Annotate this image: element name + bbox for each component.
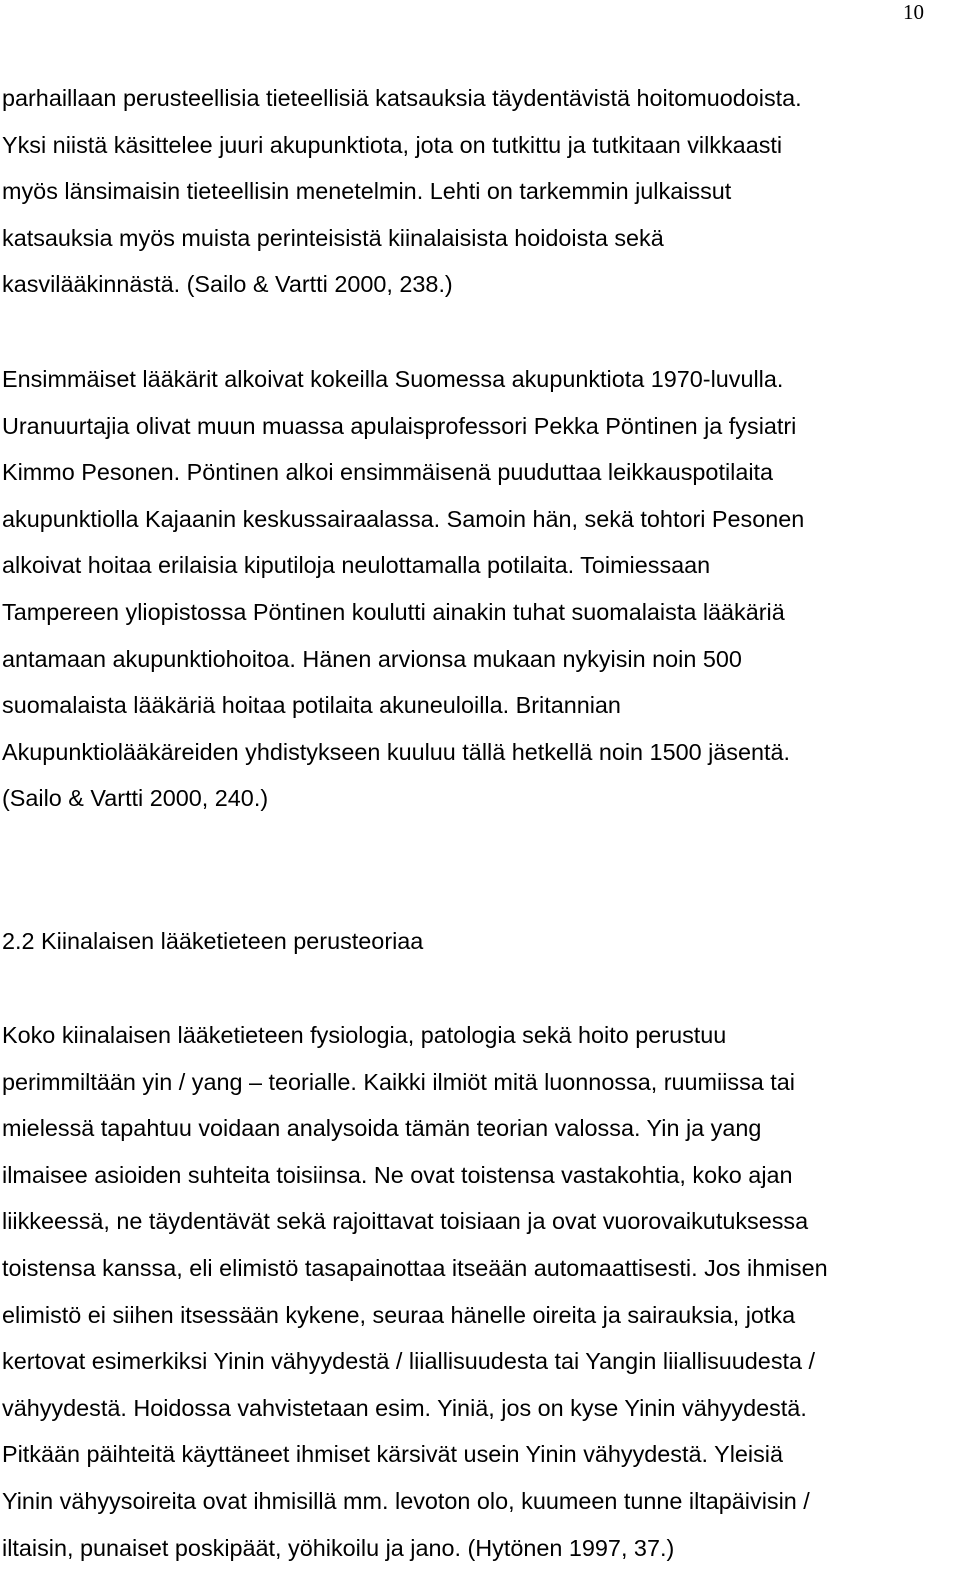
text-line: Tampereen yliopistossa Pöntinen koulutti ainakin tuhat suomalaista lääkäriä — [2, 598, 785, 625]
page-number: 10 — [903, 0, 924, 24]
section-heading — [2, 918, 958, 965]
text-line: akupunktiolla Kajaanin keskussairaalassa. Samoin hän, sekä tohtori Pesonen — [2, 505, 805, 532]
text-line: Pitkään päihteitä käyttäneet ihmiset kärsivät usein Yinin vähyydestä. Yleisiä — [2, 1441, 783, 1468]
text-line: elimistö ei siihen itsessään kykene, seuraa hänelle oireita ja sairauksia, jotka — [2, 1301, 796, 1328]
text-line: parhaillaan perusteellisia tieteellisiä katsauksia täydentävistä hoitomuodoista. — [2, 85, 802, 111]
text-line: (Sailo & Vartti 2000, 240.) — [2, 785, 269, 812]
text-line: ilmaisee asioiden suhteita toisiinsa. Ne ovat toistensa vastakohtia, koko ajan — [2, 1161, 793, 1188]
text-line: myös länsimaisin tieteellisin menetelmin. Lehti on tarkemmin julkaissut — [2, 178, 732, 205]
text-line: Yinin vähyysoireita ovat ihmisillä mm. levoton olo, kuumeen tunne iltapäivisin / — [2, 1487, 810, 1514]
paragraph-2 — [2, 356, 958, 822]
text-line: vähyydestä. Hoidossa vahvistetaan esim. Yiniä, jos on kyse Yinin vähyydestä. — [2, 1394, 807, 1421]
section-heading-text: 2.2 Kiinalaisen lääketieteen perusteoriaa — [2, 928, 424, 954]
text-line: iltaisin, punaiset poskipäät, yöhikoilu ja jano. (Hytönen 1997, 37.) — [2, 1534, 675, 1561]
text-line: Kimmo Pesonen. Pöntinen alkoi ensimmäisenä puuduttaa leikkauspotilaita — [2, 459, 774, 486]
text-line: mielessä tapahtuu voidaan analysoida tämän teorian valossa. Yin ja yang — [2, 1115, 762, 1142]
text-line: katsauksia myös muista perinteisistä kiinalaisista hoidoista sekä — [2, 224, 664, 251]
text-line: kasvilääkinnästä. (Sailo & Vartti 2000, 238.) — [2, 271, 453, 298]
text-line: Koko kiinalaisen lääketieteen fysiologia, patologia sekä hoito perustuu — [2, 1022, 727, 1048]
text-line: kertovat esimerkiksi Yinin vähyydestä / liiallisuudesta tai Yangin liiallisuudesta / — [2, 1348, 816, 1375]
text-line: Uranuurtajia olivat muun muassa apulaisprofessori Pekka Pöntinen ja fysiatri — [2, 412, 797, 439]
text-line: Ensimmäiset lääkärit alkoivat kokeilla Suomessa akupunktiota 1970-luvulla. — [2, 366, 784, 392]
paragraph-1 — [2, 75, 958, 308]
text-line: toistensa kanssa, eli elimistö tasapainottaa itseään automaattisesti. Jos ihmisen — [2, 1254, 828, 1281]
text-line: liikkeessä, ne täydentävät sekä rajoittavat toisiaan ja ovat vuorovaikutuksessa — [2, 1208, 809, 1235]
text-line: Yksi niistä käsittelee juuri akupunktiota, jota on tutkittu ja tutkitaan vilkkaasti — [2, 131, 783, 158]
text-line: Akupunktiolääkäreiden yhdistykseen kuuluu tällä hetkellä noin 1500 jäsentä. — [2, 738, 791, 765]
text-line: perimmiltään yin / yang – teorialle. Kaikki ilmiöt mitä luonnossa, ruumiissa tai — [2, 1068, 796, 1095]
text-line: antamaan akupunktiohoitoa. Hänen arvionsa mukaan nykyisin noin 500 — [2, 645, 742, 672]
text-line: alkoivat hoitaa erilaisia kiputiloja neulottamalla potilaita. Toimiessaan — [2, 552, 711, 579]
paragraph-3 — [2, 1012, 958, 1571]
text-line: suomalaista lääkäriä hoitaa potilaita akuneuloilla. Britannian — [2, 692, 621, 719]
